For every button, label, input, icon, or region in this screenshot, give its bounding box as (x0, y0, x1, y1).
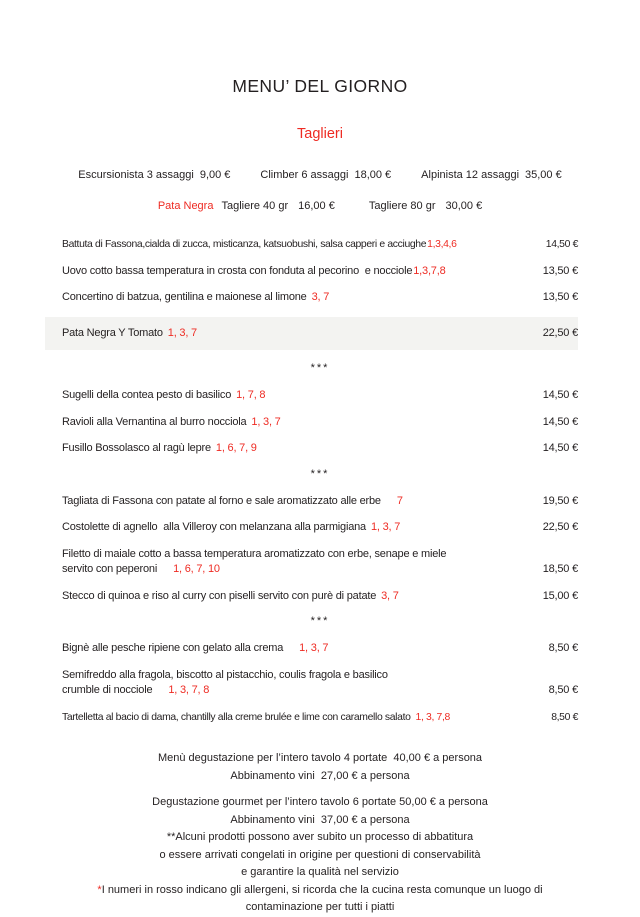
dish-name: Pata Negra Y Tomato (62, 326, 163, 339)
section-separator: *** (310, 615, 330, 627)
menu-item-row (62, 264, 578, 280)
dish-name: Bignè alle pesche ripiene con gelato alla crema (62, 642, 284, 654)
menu-item-row (62, 441, 578, 457)
dish-price: 22,50 € (542, 326, 578, 339)
dish-price: 14,50 € (545, 239, 578, 250)
pata-negra-option (221, 200, 334, 212)
page-title: MENU’ DEL GIORNO (232, 76, 408, 96)
tasting-option (78, 169, 230, 181)
allergen-numbers: 1, 3, 7, 8 (168, 684, 210, 696)
menu-item-row (62, 237, 578, 253)
menu-item (62, 415, 281, 431)
footer-line (62, 864, 578, 882)
menu-item-row (62, 290, 578, 306)
menu-item-row (62, 547, 578, 578)
dish-price: 8,50 € (548, 684, 578, 696)
section-separator: *** (310, 467, 330, 480)
dish-name: Costolette di agnello alla Villeroy con melanzana alla parmigiana (62, 521, 366, 533)
pata-negra-option-label: Tagliere 80 gr (368, 200, 436, 212)
menu-item (62, 520, 400, 536)
menu-item-row (62, 641, 578, 657)
dish-name: Concertino di batzua, gentilina e maionese al limone (62, 291, 307, 303)
dish-name: Fusillo Bossolasco al ragù lepre (62, 442, 211, 454)
tasting-option-label: Alpinista 12 assaggi (421, 169, 520, 181)
footer-line-text: Abbinamento vini 27,00 € a persona (230, 769, 410, 782)
dish-price: 19,50 € (542, 494, 578, 507)
footer-line-text: o essere arrivati congelati in origine per questioni di conservabilità (159, 848, 481, 861)
footer-line-text: Abbinamento vini 37,00 € a persona (230, 813, 410, 826)
allergen-numbers: 1, 3, 7 (370, 521, 401, 533)
footer-line (62, 768, 578, 786)
menu-footer (62, 750, 578, 917)
pata-negra-option-price: 16,00 € (298, 200, 335, 212)
dish-name-continued (62, 683, 388, 699)
dish-name: Semifreddo alla fragola, biscotto al pistacchio, coulis fragola e basilico (62, 668, 388, 681)
allergen-numbers: 3, 7 (311, 291, 330, 303)
tasting-option (421, 169, 562, 181)
menu-item (62, 290, 329, 306)
tasting-option-label: Escursionista 3 assaggi (78, 169, 194, 181)
tasting-option-price: 9,00 € (199, 169, 231, 181)
menu-item (62, 441, 257, 457)
footer-line-text: contaminazione per tutti i piatti (245, 901, 395, 913)
allergen-numbers: 1, 7, 8 (236, 389, 266, 401)
pata-negra-brand: Pata Negra (157, 200, 214, 212)
dish-name: Battuta di Fassona,cialda di zucca, misticanza, katsuobushi, salsa capperi e acciughe (62, 239, 427, 250)
menu-item (62, 589, 399, 605)
dish-price: 14,50 € (542, 442, 578, 454)
pata-negra-row (62, 200, 578, 212)
dish-price: 13,50 € (542, 291, 578, 303)
dish-price: 14,50 € (542, 389, 578, 401)
allergen-numbers: 1, 3, 7 (251, 415, 281, 428)
dish-price: 18,50 € (542, 563, 578, 575)
pata-negra-option-price: 30,00 € (445, 200, 483, 212)
menu-item (62, 494, 403, 510)
menu-item (62, 237, 457, 253)
dish-name: Tagliata di Fassona con patate al forno e sale aromatizzato alle erbe (62, 494, 381, 507)
tasting-option-price: 35,00 € (525, 169, 562, 181)
section-heading-taglieri: Taglieri (297, 126, 343, 142)
footer-line (62, 882, 578, 900)
menu-list (62, 237, 578, 725)
footer-line-text: Menù degustazione per l’intero tavolo 4 portate 40,00 € a persona (157, 752, 483, 764)
allergen-numbers: 1, 6, 7, 10 (173, 563, 220, 575)
footer-line-text: e garantire la qualità nel servizio (241, 866, 399, 878)
footer-line-text: **Alcuni prodotti possono aver subito un processo di abbatitura (166, 831, 474, 843)
pata-negra-option-label: Tagliere 40 gr (221, 200, 289, 212)
dish-price: 14,50 € (542, 415, 578, 428)
allergen-numbers: 1,3,7,8 (413, 264, 446, 277)
tasting-option (260, 169, 391, 181)
taglieri-options-row (62, 169, 578, 181)
dish-name: Filetto di maiale cotto a bassa temperatura aromatizzato con erbe, senape e miele (62, 547, 447, 560)
dish-price: 8,50 € (548, 642, 578, 654)
tasting-option-price: 18,00 € (354, 169, 392, 181)
allergen-numbers: 7 (396, 494, 403, 507)
pata-negra-option (369, 200, 482, 212)
menu-item (62, 388, 265, 404)
menu-item-row (62, 668, 578, 699)
dish-price: 13,50 € (542, 264, 578, 277)
menu-item-row (62, 520, 578, 536)
menu-item-row (62, 710, 578, 726)
menu-item (62, 668, 388, 699)
menu-item-row (62, 589, 578, 605)
dish-name: Stecco di quinoa e riso al curry con piselli servito con purè di patate (62, 589, 377, 602)
dish-name: Uovo cotto bassa temperatura in crosta con fonduta al pecorino e nocciole (62, 264, 413, 277)
menu-item (62, 264, 446, 280)
dish-price: 8,50 € (551, 711, 578, 723)
menu-item (62, 547, 446, 578)
menu-item-row (62, 388, 578, 404)
dish-name: Tartelletta al bacio di dama, chantilly alla creme brulée e lime con caramello salato (62, 711, 411, 723)
menu-item-row (45, 317, 578, 351)
footer-line (62, 750, 578, 768)
footer-line-text: I numeri in rosso indicano gli allergeni, si ricorda che la cucina resta comunque un luogo di (101, 883, 543, 896)
menu-item (62, 641, 328, 657)
dish-price: 22,50 € (542, 521, 578, 533)
footer-line (62, 899, 578, 917)
dish-name-line2: servito con peperoni (62, 563, 158, 575)
allergen-numbers: 1, 6, 7, 9 (215, 442, 257, 454)
allergen-numbers: 1,3,4,6 (427, 239, 457, 250)
menu-item-row (62, 415, 578, 431)
footer-line (62, 829, 578, 847)
menu-item-row (62, 494, 578, 510)
allergen-note-asterisk: * (97, 883, 102, 896)
allergen-numbers: 1, 3, 7 (299, 642, 329, 654)
allergen-numbers: 1, 3, 7,8 (415, 711, 450, 723)
dish-name-continued (62, 562, 446, 578)
footer-line (62, 794, 578, 812)
footer-line (62, 812, 578, 830)
allergen-numbers: 1, 3, 7 (167, 326, 197, 339)
tasting-option-label: Climber 6 assaggi (260, 169, 349, 181)
dish-name: Ravioli alla Vernantina al burro nocciola (62, 415, 247, 428)
menu-item (62, 326, 197, 342)
menu-item (62, 710, 450, 726)
allergen-numbers: 3, 7 (381, 589, 399, 602)
footer-line-text: Degustazione gourmet per l’intero tavolo 6 portate 50,00 € a persona (152, 796, 488, 808)
dish-price: 15,00 € (542, 589, 578, 602)
dish-name-line2: crumble di nocciole (62, 684, 153, 696)
section-separator: *** (310, 362, 330, 374)
dish-name: Sugelli della contea pesto di basilico (62, 389, 232, 401)
footer-line (62, 847, 578, 865)
